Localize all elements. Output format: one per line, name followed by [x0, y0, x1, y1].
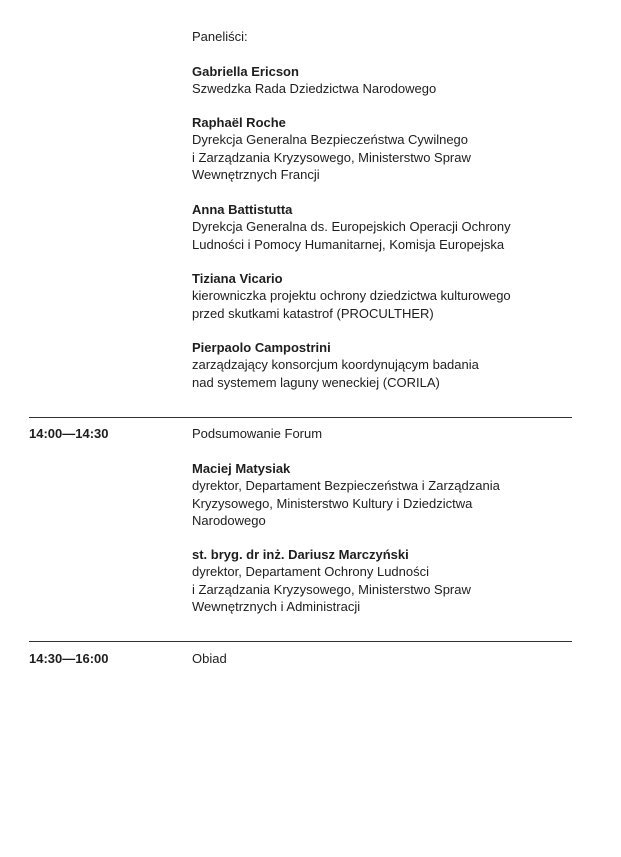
- panelist-entry: [192, 201, 592, 253]
- session-time: 14:00—14:30: [29, 426, 109, 441]
- speaker-affiliation: Narodowego: [192, 512, 266, 528]
- section-divider: [29, 641, 572, 642]
- panelist-affiliation: nad systemem laguny weneckiej (CORILA): [192, 374, 440, 390]
- panelist-entry: [192, 114, 592, 183]
- speaker-affiliation: Wewnętrznych i Administracji: [192, 598, 361, 614]
- panelist-affiliation: przed skutkami katastrof (PROCULTHER): [192, 305, 434, 321]
- panelist-name: Tiziana Vicario: [192, 271, 283, 286]
- session-time: 14:30—16:00: [29, 651, 109, 666]
- panelist-affiliation: zarządzający konsorcjum koordynującym badania: [192, 357, 479, 373]
- speaker-affiliation: dyrektor, Departament Bezpieczeństwa i Zarządzania: [192, 478, 500, 494]
- panelist-name: Anna Battistutta: [192, 202, 293, 217]
- panelist-affiliation: Szwedzka Rada Dziedzictwa Narodowego: [192, 81, 437, 97]
- speaker-entry: [192, 460, 592, 529]
- panelists-heading: Paneliści:: [192, 29, 248, 44]
- panelist-name: Pierpaolo Campostrini: [192, 340, 331, 355]
- speaker-affiliation: i Zarządzania Kryzysowego, Ministerstwo Spraw: [192, 581, 471, 597]
- speaker-affiliation: Kryzysowego, Ministerstwo Kultury i Dziedzictwa: [192, 495, 473, 511]
- panelist-affiliation: Dyrekcja Generalna ds. Europejskich Operacji Ochrony: [192, 219, 511, 235]
- panelist-entry: [192, 270, 592, 322]
- panelist-name: Raphaël Roche: [192, 115, 286, 130]
- panelist-entry: [192, 339, 592, 391]
- panelist-affiliation: i Zarządzania Kryzysowego, Ministerstwo Spraw: [192, 149, 471, 165]
- panelist-affiliation: kierowniczka projektu ochrony dziedzictwa kulturowego: [192, 288, 511, 304]
- speaker-name: st. bryg. dr inż. Dariusz Marczyński: [192, 547, 409, 562]
- section-divider: [29, 417, 572, 418]
- panelist-affiliation: Dyrekcja Generalna Bezpieczeństwa Cywilnego: [192, 132, 469, 148]
- panelist-affiliation: Wewnętrznych Francji: [192, 166, 320, 182]
- panelist-entry: [192, 63, 592, 98]
- panelist-affiliation: Ludności i Pomocy Humanitarnej, Komisja Europejska: [192, 236, 505, 252]
- session-title: Obiad: [192, 651, 227, 666]
- speaker-name: Maciej Matysiak: [192, 461, 291, 476]
- speaker-entry: [192, 546, 592, 615]
- panelist-name: Gabriella Ericson: [192, 64, 299, 79]
- speaker-affiliation: dyrektor, Departament Ochrony Ludności: [192, 564, 430, 580]
- session-title: Podsumowanie Forum: [192, 426, 323, 441]
